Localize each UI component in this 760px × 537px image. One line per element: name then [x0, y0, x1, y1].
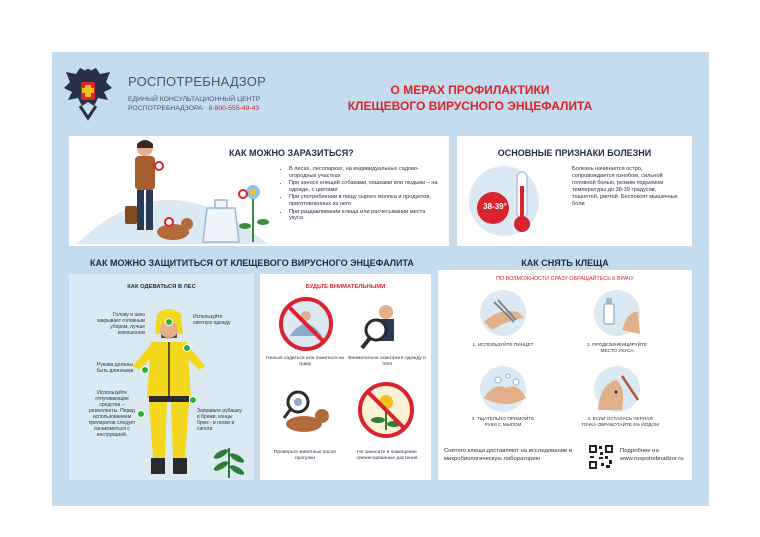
removal-heading: КАК СНЯТЬ КЛЕЩА: [521, 258, 609, 268]
step-4: 4. ЕСЛИ ОСТАЛАСЬ ЧЕРНАЯ ТОЧКА ОБРАБОТАЙТЕ 5% ЙОДОМ: [580, 416, 660, 427]
center-line-1: ЕДИНЫЙ КОНСУЛЬТАЦИОННЫЙ ЦЕНТР: [128, 96, 261, 103]
tip-clothes: Используйте светлую одежду: [193, 314, 231, 326]
step-1: 1. ИСПОЛЬЗУЙТЕ ПИНЦЕТ: [472, 342, 534, 347]
org-name: РОСПОТРЕБНАДЗОР: [128, 74, 266, 89]
title-line-1: О МЕРАХ ПРОФИЛАКТИКИ: [390, 83, 550, 97]
attention-panel: [260, 274, 431, 480]
more-label: Подробнее на: [620, 448, 659, 454]
tip-head: Голову и шею закрывает головным убором, лучше капюшоном: [97, 312, 145, 336]
tip-tuck: Заправьте рубашку в брюки, концы брюк - в носки и сапоги: [197, 408, 242, 432]
lab-note: Снятого клеща доставляют на исследование в микробиологическую лабораторию: [444, 448, 573, 462]
no-sitting-on-grass-icon: [276, 296, 336, 352]
more-info: [620, 448, 692, 463]
inspect-clothes-icon: [356, 296, 416, 352]
iodine-icon: [592, 366, 644, 414]
center-line-2-text: РОСПОТРЕБНАДЗОРА: [128, 105, 203, 112]
title-line-2: КЛЕЩЕВОГО ВИРУСНОГО ЭНЦЕФАЛИТА: [347, 99, 593, 113]
infection-item: • При заносе клещей собаками, кошками или людьми – на одежде, с цветами: [289, 180, 439, 193]
disinfect-spray-icon: [592, 290, 644, 338]
removal-subheading: ПО ВОЗМОЖНОСТИ СРАЗУ ОБРАЩАЙТЕСЬ К ВРАЧУ: [496, 276, 634, 282]
attention-item: Нельзя садиться или ложиться на траву: [266, 356, 344, 367]
marker-dot: [183, 344, 191, 352]
dress-heading: КАК ОДЕВАТЬСЯ В ЛЕС: [127, 284, 196, 290]
attention-item: Не заносите в помещение свежесорванные растения: [356, 450, 418, 461]
step-2: 2. ПРОДЕЗИНФИЦИРУЙТЕ МЕСТО УКУСА: [586, 342, 648, 353]
more-url-link[interactable]: www.rospotrebnadzor.ru: [620, 455, 684, 462]
poster: [52, 52, 709, 506]
tweezers-icon: [478, 292, 530, 336]
page-title: [330, 82, 610, 114]
infection-list: [281, 166, 439, 223]
marker-dot: [141, 366, 149, 374]
temperature-value: 38-39°: [483, 202, 507, 211]
attention-item: Проверьте животных после прогулки: [273, 450, 337, 461]
symptoms-text: Болезнь начинается остро, сопровождается ознобом, сильной головной болью, резким подъемом температуры до 38-39 градусов, тошнотой, рвотой. Беспокоят мышечные боли: [572, 166, 678, 207]
check-pets-icon: [276, 382, 336, 442]
infection-item: • В лесах, лесопарках, на индивидуальных садово-огородных участках: [289, 166, 439, 179]
infection-item: • При раздавливании клеща или расчесывании места укуса: [289, 209, 439, 222]
no-fresh-plants-icon: [356, 380, 416, 440]
protect-heading: КАК МОЖНО ЗАЩИТИТЬСЯ ОТ КЛЕЩЕВОГО ВИРУСНОГО ЭНЦЕФАЛИТА: [90, 258, 414, 268]
qr-code-icon[interactable]: [588, 444, 614, 470]
hotline-phone: 8-800-555-49-43: [208, 105, 260, 112]
attention-item: Внимательно осмотрите одежду и тело: [348, 356, 426, 367]
center-line-2: [128, 104, 259, 113]
emblem-icon: [62, 66, 114, 124]
attention-heading: БУДЬТЕ ВНИМАТЕЛЬНЫМИ: [305, 284, 386, 290]
wash-hands-icon: [476, 368, 532, 412]
marker-dot: [165, 318, 173, 326]
infection-item: • При употреблении в пищу сырого молока и продуктов, приготовленных из него: [289, 194, 439, 207]
marker-dot: [189, 396, 197, 404]
plant-icon: [209, 440, 249, 478]
infection-panel: [69, 136, 449, 246]
step-3: 3. ТЩАТЕЛЬНО ПРОМОЙТЕ РУКИ С МЫЛОМ: [471, 416, 535, 427]
dress-panel: [69, 274, 254, 480]
symptoms-panel: [457, 136, 692, 246]
tip-sleeves: Рукава должны быть длинными: [96, 362, 134, 374]
symptoms-heading: ОСНОВНЫЕ ПРИЗНАКИ БОЛЕЗНИ: [497, 148, 652, 158]
tip-repellent: Используйте отпугивающие средства – репелленты. Перед использованием препаратов следует ознакомиться с инструкцией.: [88, 390, 136, 438]
removal-card: [438, 270, 692, 480]
infection-heading: КАК МОЖНО ЗАРАЗИТЬСЯ?: [229, 148, 354, 158]
